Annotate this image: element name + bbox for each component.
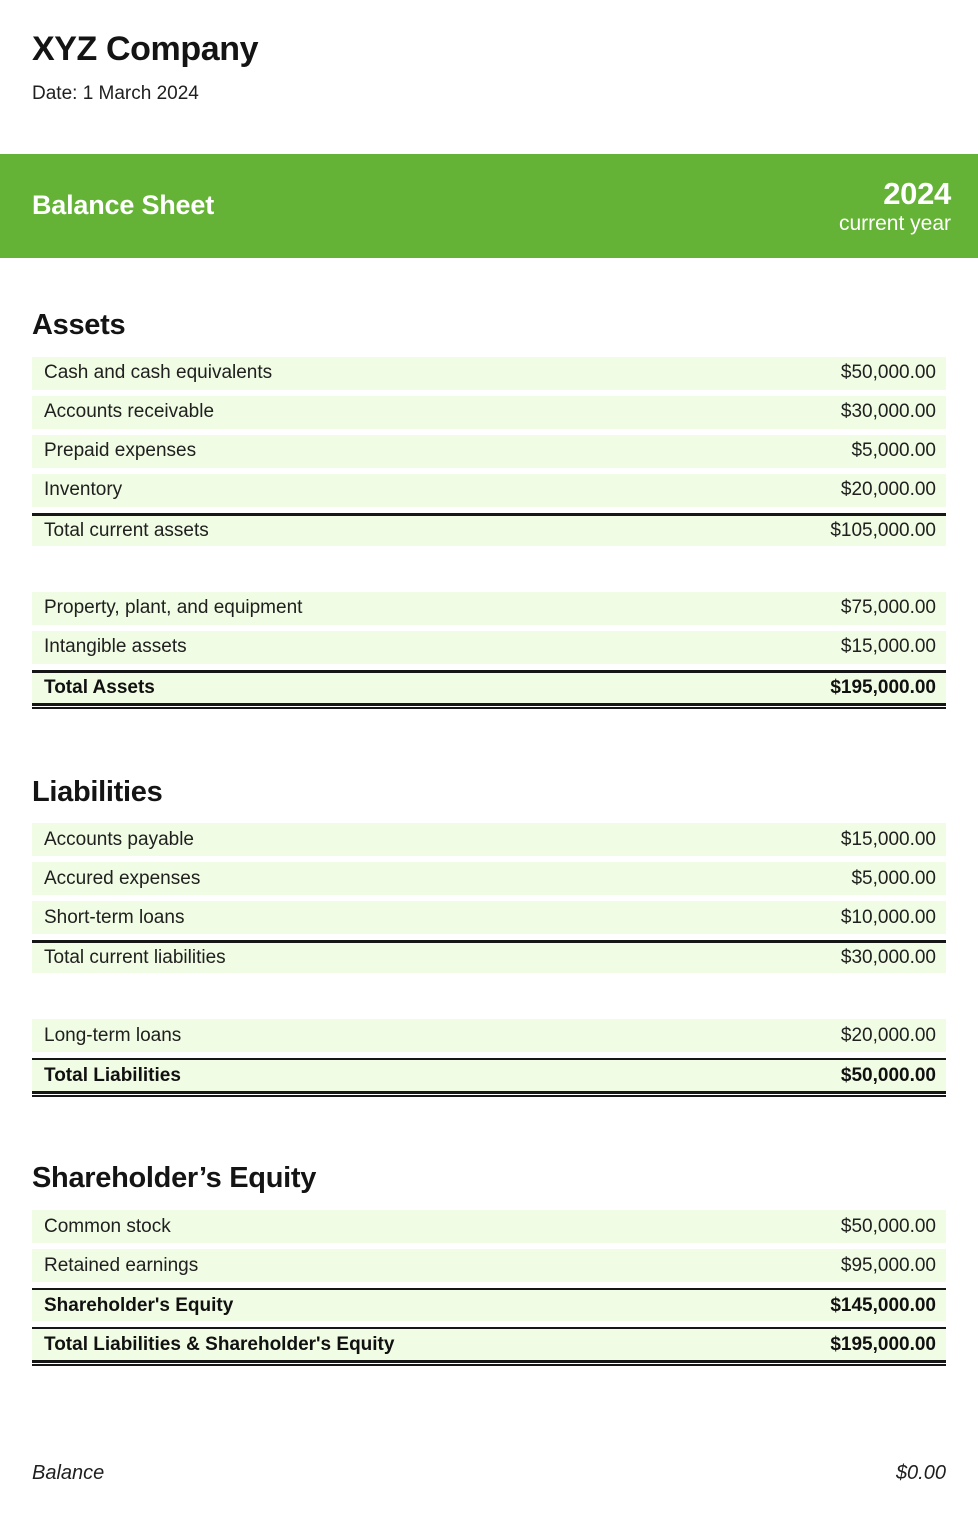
- table-row: [32, 592, 946, 625]
- row-label: Total current assets: [44, 519, 209, 541]
- row-label: Accounts payable: [44, 828, 194, 850]
- balance-footer: [32, 1462, 946, 1485]
- row-amount: $145,000.00: [830, 1294, 936, 1316]
- group-spacer: [32, 552, 946, 592]
- row-amount: $50,000.00: [840, 1064, 936, 1086]
- banner-year: 2024: [883, 175, 951, 211]
- assets-noncurrent-group: [32, 592, 946, 709]
- row-amount: $50,000.00: [840, 362, 936, 384]
- section-heading-assets: Assets: [32, 308, 126, 341]
- row-amount: $105,000.00: [830, 519, 936, 541]
- total-row-total-liabilities: [32, 1058, 946, 1091]
- row-amount: $30,000.00: [840, 947, 936, 969]
- row-amount: $15,000.00: [840, 636, 936, 658]
- row-amount: $15,000.00: [840, 828, 936, 850]
- row-label: Total current liabilities: [44, 947, 226, 969]
- section-shareholders-equity: [32, 1161, 946, 1366]
- row-label: Prepaid expenses: [44, 440, 197, 462]
- section-heading-liabilities: Liabilities: [32, 775, 163, 808]
- row-amount: $5,000.00: [851, 867, 936, 889]
- document-header: [0, 0, 978, 106]
- row-label: Intangible assets: [44, 636, 187, 658]
- balance-sheet-banner: [0, 154, 978, 258]
- table-row: [32, 474, 946, 507]
- section-assets: [32, 308, 946, 709]
- subtotal-row-total-current-liabilities: [32, 940, 946, 973]
- table-row: [32, 396, 946, 429]
- table-row: [32, 1019, 946, 1052]
- row-label: Total Liabilities & Shareholder's Equity: [44, 1333, 395, 1355]
- table-row: [32, 631, 946, 664]
- total-row-total-assets: [32, 670, 946, 703]
- section-liabilities: [32, 775, 946, 1098]
- total-row-shareholders-equity: [32, 1288, 946, 1321]
- banner-title: Balance Sheet: [32, 190, 214, 221]
- company-name: XYZ Company: [32, 30, 259, 68]
- row-amount: $30,000.00: [840, 401, 936, 423]
- table-row: [32, 823, 946, 856]
- row-amount: $95,000.00: [840, 1254, 936, 1276]
- total-assets-double-rule: [32, 703, 946, 709]
- row-label: Short-term loans: [44, 906, 185, 928]
- table-row: [32, 1249, 946, 1282]
- row-amount: $10,000.00: [840, 906, 936, 928]
- row-label: Long-term loans: [44, 1024, 182, 1046]
- equity-group: [32, 1210, 946, 1366]
- document-date: Date: 1 March 2024: [32, 83, 199, 105]
- row-label: Cash and cash equivalents: [44, 362, 273, 384]
- banner-subtitle: current year: [838, 211, 951, 235]
- balance-amount: $0.00: [895, 1462, 946, 1484]
- row-label: Total Assets: [44, 676, 155, 698]
- banner-year-block: [838, 175, 951, 235]
- row-label: Accounts receivable: [44, 401, 215, 423]
- balance-label: Balance: [32, 1462, 105, 1484]
- table-row: [32, 435, 946, 468]
- total-row-total-liabilities-and-equity: [32, 1327, 946, 1360]
- row-amount: $195,000.00: [830, 1333, 936, 1355]
- row-amount: $20,000.00: [840, 479, 936, 501]
- table-row: [32, 901, 946, 934]
- row-label: Total Liabilities: [44, 1064, 181, 1086]
- assets-current-group: [32, 357, 946, 546]
- section-heading-shareholders-equity: Shareholder’s Equity: [32, 1162, 317, 1195]
- table-row: [32, 862, 946, 895]
- liabilities-longterm-group: [32, 1019, 946, 1097]
- row-label: Property, plant, and equipment: [44, 597, 303, 619]
- subtotal-row-total-current-assets: [32, 513, 946, 546]
- row-label: Inventory: [44, 479, 123, 501]
- row-label: Retained earnings: [44, 1254, 199, 1276]
- row-amount: $75,000.00: [840, 597, 936, 619]
- grand-total-double-rule: [32, 1360, 946, 1366]
- statement-body: [0, 308, 978, 1366]
- row-label: Shareholder's Equity: [44, 1294, 234, 1316]
- total-liabilities-double-rule: [32, 1091, 946, 1097]
- group-spacer: [32, 979, 946, 1019]
- row-amount: $5,000.00: [851, 440, 936, 462]
- row-label: Accured expenses: [44, 867, 201, 889]
- row-amount: $195,000.00: [830, 676, 936, 698]
- table-row: [32, 1210, 946, 1243]
- row-label: Common stock: [44, 1215, 171, 1237]
- table-row: [32, 357, 946, 390]
- row-amount: $20,000.00: [840, 1024, 936, 1046]
- liabilities-current-group: [32, 823, 946, 973]
- row-amount: $50,000.00: [840, 1215, 936, 1237]
